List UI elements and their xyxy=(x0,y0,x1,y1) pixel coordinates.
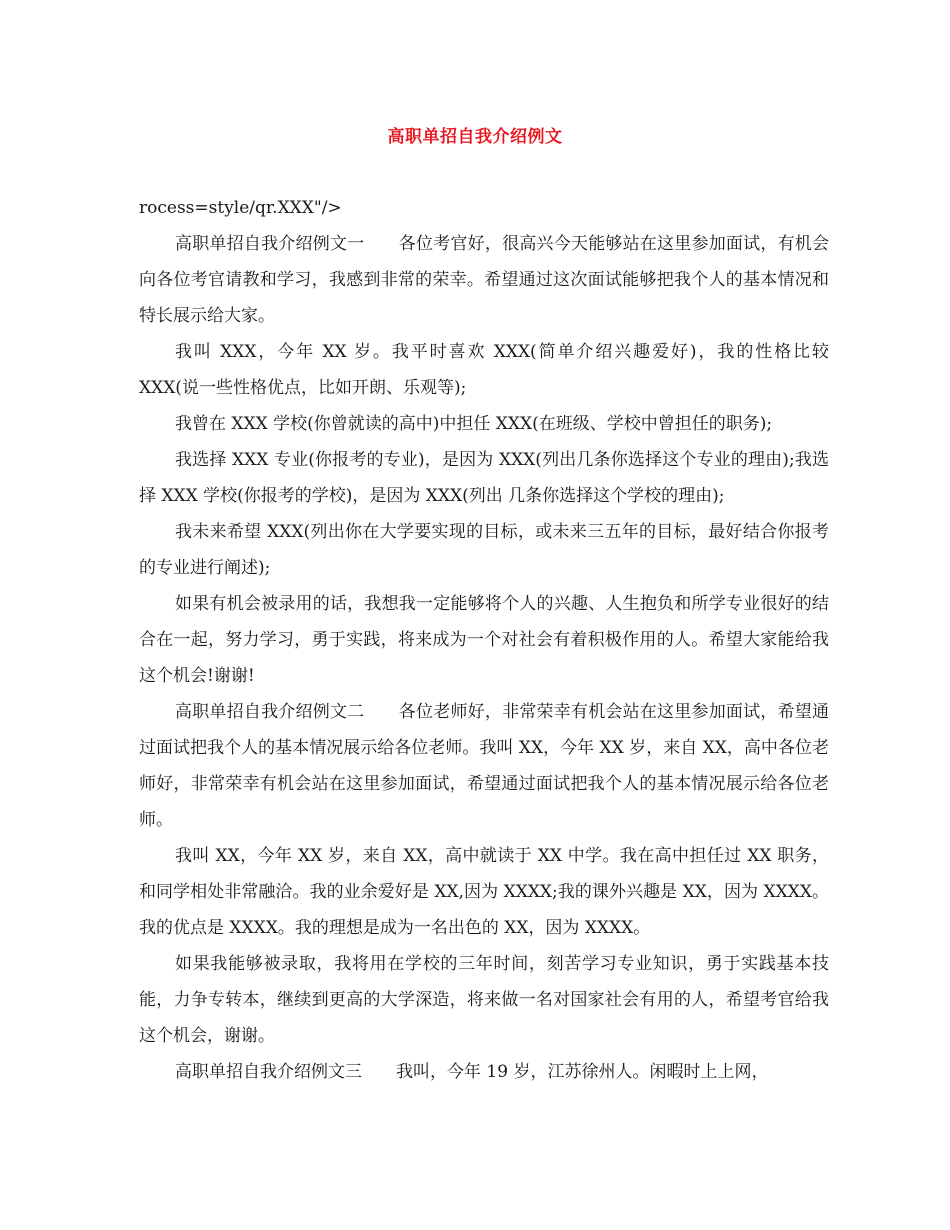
paragraph-10: 如果我能够被录取，我将用在学校的三年时间，刻苦学习专业知识，勇于实践基本技能，力争专转本，继续到更高的大学深造，将来做一名对国家社会有用的人，希望考官给我这个机会，谢谢。 xyxy=(139,954,829,1046)
document-body xyxy=(139,190,829,1090)
paragraph-9: 我叫 XX，今年 XX 岁，来自 XX，高中就读于 XX 中学。我在高中担任过 XX 职务，和同学相处非常融洽。我的业余爱好是 XX,因为 XXXX;我的课外兴趣是 XX，因为 XXXX。我的优点是 XXXX。我的理想是成为一名出色的 XX，因为 XXXX。 xyxy=(139,846,829,938)
paragraph-4: 我曾在 XXX 学校(你曾就读的高中)中担任 XXX(在班级、学校中曾担任的职务); xyxy=(175,414,773,434)
paragraph-5: 我选择 XXX 专业(你报考的专业)，是因为 XXX(列出几条你选择这个专业的理由);我选择 XXX 学校(你报考的学校)，是因为 XXX(列出 几条你选择这个学校的理由); xyxy=(139,450,829,506)
paragraph-8: 高职单招自我介绍例文二 各位老师好，非常荣幸有机会站在这里参加面试，希望通过面试把我个人的基本情况展示给各位老师。我叫 XX，今年 XX 岁，来自 XX，高中各位老师好，非常荣幸有机会站在这里参加面试，希望通过面试把我个人的基本情况展示给各位老师。 xyxy=(139,702,829,830)
paragraph-3: 我叫 XXX，今年 XX 岁。我平时喜欢 XXX(简单介绍兴趣爱好)，我的性格比较 XXX(说一些性格优点，比如开朗、乐观等); xyxy=(139,342,829,398)
paragraph-1: rocess=style/qr.XXX"/> xyxy=(139,198,342,218)
document-title: 高职单招自我介绍例文 xyxy=(387,127,563,147)
paragraph-11: 高职单招自我介绍例文三 我叫，今年 19 岁，江苏徐州人。闲暇时上上网， xyxy=(175,1062,769,1082)
paragraph-7: 如果有机会被录用的话，我想我一定能够将个人的兴趣、人生抱负和所学专业很好的结合在一起，努力学习，勇于实践，将来成为一个对社会有着积极作用的人。希望大家能给我这个机会!谢谢! xyxy=(139,594,829,686)
paragraph-6: 我未来希望 XXX(列出你在大学要实现的目标，或未来三五年的目标，最好结合你报考的专业进行阐述); xyxy=(139,522,829,578)
paragraph-2: 高职单招自我介绍例文一 各位考官好，很高兴今天能够站在这里参加面试，有机会向各位考官请教和学习，我感到非常的荣幸。希望通过这次面试能够把我个人的基本情况和特长展示给大家。 xyxy=(139,234,829,326)
